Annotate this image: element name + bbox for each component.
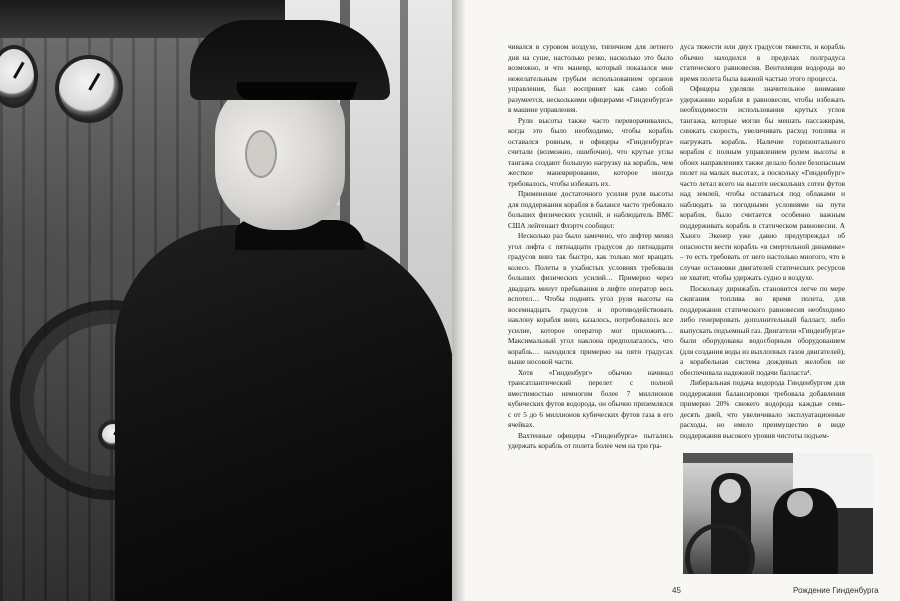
paragraph: Вахтенные офицеры «Гинденбурга» пытались удержать корабль от полета более чем на три гра- bbox=[508, 430, 673, 450]
paragraph: чивался в суровом воздухе, типичном для летнего дня на суше, настолько резко, насколько это было возможно, и что маневр, который показался мне нежелательным грубым использованием органов управления, был воспринят как само собой разумеется, несколькими офицерами «Гинденбурга» в машине управления. bbox=[508, 42, 673, 114]
control-car-photo bbox=[683, 453, 873, 574]
paragraph: Поскольку дирижабль становится легче по мере сжигания топлива во время полета, для поддержания статического равновесия необходимо либо генерировать дополнительный балласт, либо выпускать подъемный газ. Двигатели «Гинденбурга» были оборудованы водосборным оборудованием (для создания воды из выхлопных газов двигателей), а корабельная система дождевых желобов не обеспечивала надежной подачи балласта⁴. bbox=[680, 283, 845, 377]
page-number: 45 bbox=[672, 586, 681, 595]
quote-paragraph: Несколько раз было замечено, что лифтер менял угол лифта с пятнадцати градусов до пятнадцати градусов вниз так быстро, как только мог вращать колесо. Полеты в ухабистых условиях требовали больших физических усилий… Примерно через двадцать минут пребывания в лифте оператор весь вспотел… Чтобы поднять угол руля высоты на восемнадцать градусов и противодействовать наклону корабля вниз, казалось, потребовалось все усилие, которое оператор мог приложить… Максимальный угол наклона предполагалось, что корабль… находился примерно на пяти градусах выше носовой части. bbox=[508, 231, 673, 366]
paragraph: Хотя «Гинденбург» обычно начинал трансатлантический перелет с полной вместимостью немногим более 7 миллионов кубических футов водорода, он обычно приземлялся с от 5 до 6 миллионов кубических футов газа в его ячейках. bbox=[508, 367, 673, 429]
book-gutter bbox=[452, 0, 466, 601]
text-column-2 bbox=[680, 42, 845, 441]
paragraph: дуса тяжести или двух градусов тяжести, и корабль обычно находился в пределах полградуса статического равновесия. Вентиляция водорода во время полета была важной частью этого процесса. bbox=[680, 42, 845, 83]
paragraph: Офицеры уделяли значительное внимание удержанию корабля в равновесии, чтобы избежать необходимости использования крутых углов тангажа, которые могли бы мешать пассажирам, снижать скорость, увеличивать расход топлива и нагружать корабль. Наличие горизонтального корабля с полным управлением рулем высоты в обоих направлениях также делало более безопасным полет на малых высотах, а поскольку «Гинденбург» часто летал всего на высоте нескольких сотен футов над землей, чтобы оставаться под облаками и наблюдать за погодными условиями на пути корабля, было считается особенно важным поддерживать корабль в статическом равновесии. А Хьюго Экенер уже давно предупреждал об опасности вести корабль «в смертельной динамике» – то есть требовать от него настолько многого, что в случае остановки двигателей статических ресурсов не хватит, чтобы удержать судно в воздухе. bbox=[680, 84, 845, 282]
paragraph: Рули высоты также часто переворачивались, когда это было необходимо, чтобы корабль оставался ровным, и офицеры «Гинденбурга» считали (возможно, ошибочно), что крутые углы тангажа создают большую нагрузку на корабль, чем жесткое маневрирование, которое иногда требовалось, чтобы избежать их. bbox=[508, 115, 673, 188]
running-title: Рождение Гинденбурга bbox=[793, 586, 879, 595]
text-column-1 bbox=[508, 42, 673, 452]
paragraph: Применение достаточного усилия руля высоты для поддержания корабля в балансе часто требовало больших физических усилий, и наблюдатель ВМС США лейтенант Флэртч сообщил: bbox=[508, 189, 673, 230]
officer-figure bbox=[95, 20, 452, 601]
paragraph: Либеральная подача водорода Гинденбургом для поддержания балансировки требовала добавления примерно 20% свежего водорода каждые семь-десять дней, что увеличивало эксплуатационные расходы, но имело преимущество в виде поддержания высокого уровня чистоты подъем- bbox=[680, 378, 845, 440]
